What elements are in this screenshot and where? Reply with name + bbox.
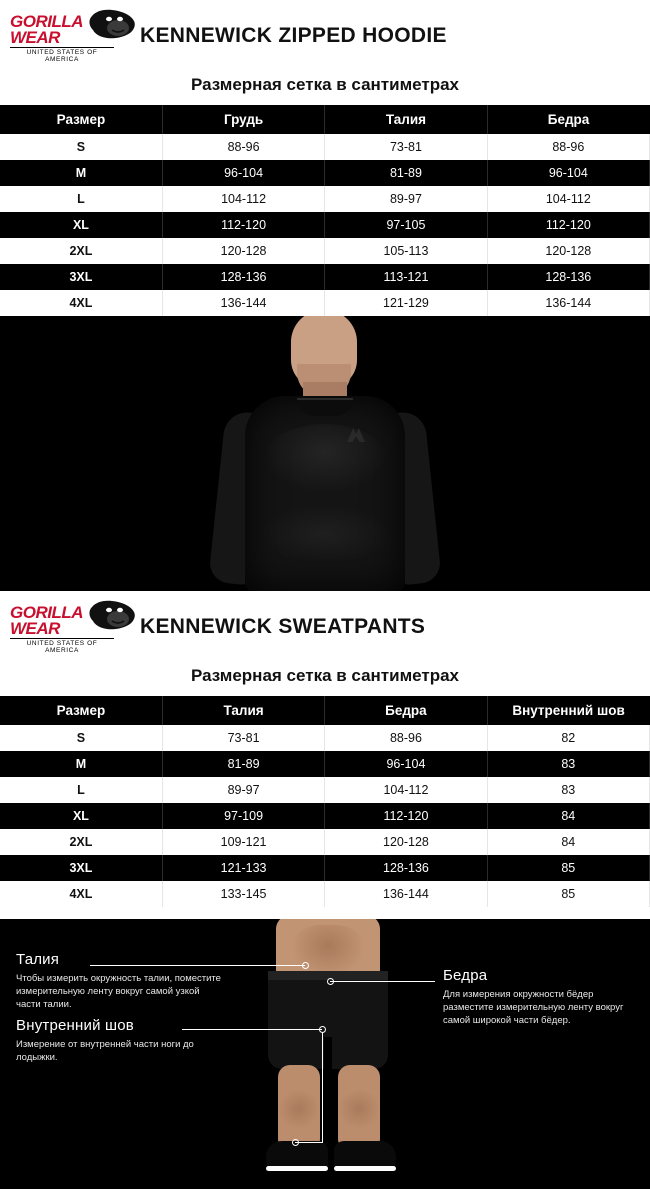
table-cell: 81-89 [325, 160, 487, 186]
table-cell: 89-97 [162, 777, 324, 803]
table-cell: 83 [487, 751, 649, 777]
table-cell: 85 [487, 855, 649, 881]
model-waist-shading [261, 504, 389, 564]
spacer [0, 907, 650, 919]
table-header-cell: Бедра [487, 105, 649, 134]
table-cell: 121-133 [162, 855, 324, 881]
table-cell: 109-121 [162, 829, 324, 855]
table-cell: 105-113 [325, 238, 487, 264]
brand-logo-wordmark [10, 599, 118, 637]
table-cell: 120-128 [325, 829, 487, 855]
table-header-cell: Талия [325, 105, 487, 134]
annotation-title: Бедра [443, 967, 488, 984]
table-cell: 81-89 [162, 751, 324, 777]
model-knee-left [278, 1089, 320, 1129]
table-cell-size: 3XL [0, 264, 162, 290]
table-row [0, 186, 650, 212]
brand-logo [10, 599, 118, 654]
brand-tagline: UNITED STATES OF AMERICA [10, 47, 114, 63]
hoodie-section-header [0, 0, 650, 69]
leader-line-hips [330, 981, 435, 982]
table-row [0, 881, 650, 907]
table-cell: 89-97 [325, 186, 487, 212]
size-table-hoodie [0, 105, 650, 316]
measure-point-inseam-top [319, 1026, 326, 1033]
leader-line-inseam-bottom [295, 1142, 323, 1143]
brand-name-line1: GORILLA [10, 603, 83, 622]
measure-point-waist [302, 962, 309, 969]
leader-line-waist [90, 965, 305, 966]
model-lower-body-image [230, 919, 430, 1189]
model-knee-right [338, 1089, 380, 1129]
table-cell-size: S [0, 134, 162, 160]
table-cell: 88-96 [162, 134, 324, 160]
brand-tagline: UNITED STATES OF AMERICA [10, 638, 114, 654]
table-cell: 128-136 [162, 264, 324, 290]
table-cell: 113-121 [325, 264, 487, 290]
table-cell-size: 2XL [0, 238, 162, 264]
table-cell: 97-109 [162, 803, 324, 829]
table-cell-size: L [0, 186, 162, 212]
table-cell-size: 4XL [0, 881, 162, 907]
table-cell-size: XL [0, 803, 162, 829]
table-row [0, 855, 650, 881]
model-torso-image [205, 316, 445, 591]
table-row [0, 264, 650, 290]
table-cell: 96-104 [325, 751, 487, 777]
table-cell-size: M [0, 160, 162, 186]
annotation-title: Талия [16, 951, 60, 968]
size-table-sweatpants [0, 696, 650, 907]
table-row [0, 725, 650, 751]
table-cell: 128-136 [325, 855, 487, 881]
table-cell: 121-129 [325, 290, 487, 316]
measure-point-inseam-bottom [292, 1139, 299, 1146]
table-cell: 96-104 [162, 160, 324, 186]
gorilla-head-icon [85, 599, 137, 636]
table-cell: 136-144 [162, 290, 324, 316]
table-cell: 88-96 [325, 725, 487, 751]
brand-name-line2: WEAR [10, 28, 60, 47]
table-header-row [0, 696, 650, 725]
table-cell: 104-112 [325, 777, 487, 803]
table-row [0, 777, 650, 803]
annotation-inseam [16, 1017, 206, 1064]
hoodie-measurement-illustration [0, 316, 650, 591]
table-row [0, 803, 650, 829]
gorilla-head-icon [85, 8, 137, 45]
table-cell: 73-81 [162, 725, 324, 751]
table-row [0, 829, 650, 855]
page-title-hoodie: KENNEWICK ZIPPED HOODIE [140, 23, 447, 47]
table-cell-size: 3XL [0, 855, 162, 881]
table-header-cell: Грудь [162, 105, 324, 134]
table-header-cell: Размер [0, 696, 162, 725]
brand-logo-wordmark [10, 8, 118, 46]
model-sole-right [334, 1166, 396, 1171]
table-cell: 120-128 [487, 238, 649, 264]
sweatpants-measurement-illustration [0, 919, 650, 1189]
table-header-cell: Размер [0, 105, 162, 134]
table-header-cell: Внутренний шов [487, 696, 649, 725]
table-cell-size: M [0, 751, 162, 777]
table-cell: 88-96 [487, 134, 649, 160]
table-cell: 128-136 [487, 264, 649, 290]
measure-point-hips [327, 978, 334, 985]
model-sole-left [266, 1166, 328, 1171]
annotation-waist [16, 951, 221, 1011]
brand-logo [10, 8, 118, 63]
leader-line-inseam [182, 1029, 322, 1030]
leader-line-inseam-vertical [322, 1032, 323, 1142]
annotation-body: Для измерения окружности бёдер разместите измерительную ленту вокруг самой широкой части бёдер. [443, 989, 624, 1026]
sweatpants-section-header [0, 591, 650, 660]
table-row [0, 160, 650, 186]
table-row [0, 290, 650, 316]
table-header-cell: Бедра [325, 696, 487, 725]
table-row [0, 134, 650, 160]
table-row [0, 751, 650, 777]
table-cell: 120-128 [162, 238, 324, 264]
table-cell-size: S [0, 725, 162, 751]
brand-name-line1: GORILLA [10, 12, 83, 31]
annotation-body: Измерение от внутренней части ноги до лодыжки. [16, 1039, 194, 1063]
brand-name-line2: WEAR [10, 619, 60, 638]
table-cell: 133-145 [162, 881, 324, 907]
table-cell: 84 [487, 829, 649, 855]
table-cell: 136-144 [487, 290, 649, 316]
page-title-sweatpants: KENNEWICK SWEATPANTS [140, 614, 426, 638]
annotation-title: Внутренний шов [16, 1017, 134, 1034]
table-cell: 96-104 [487, 160, 649, 186]
table-cell: 104-112 [162, 186, 324, 212]
table-cell: 73-81 [325, 134, 487, 160]
annotation-body: Чтобы измерить окружность талии, поместите измерительную ленту вокруг самой узкой части талии. [16, 973, 221, 1010]
table-cell: 85 [487, 881, 649, 907]
model-abs-shading [292, 925, 364, 977]
table-row [0, 238, 650, 264]
table-cell-size: XL [0, 212, 162, 238]
table-header-cell: Талия [162, 696, 324, 725]
table-header-row [0, 105, 650, 134]
table-cell: 83 [487, 777, 649, 803]
table-row [0, 212, 650, 238]
table-cell-size: 2XL [0, 829, 162, 855]
table-cell: 112-120 [325, 803, 487, 829]
table-cell-size: L [0, 777, 162, 803]
table-cell: 104-112 [487, 186, 649, 212]
table-cell: 82 [487, 725, 649, 751]
table-cell: 136-144 [325, 881, 487, 907]
table-subtitle-sweatpants: Размерная сетка в сантиметрах [0, 660, 650, 696]
annotation-hips [443, 967, 639, 1027]
table-cell-size: 4XL [0, 290, 162, 316]
model-leg-gap [324, 1037, 332, 1071]
table-subtitle-hoodie: Размерная сетка в сантиметрах [0, 69, 650, 105]
table-cell: 112-120 [162, 212, 324, 238]
model-chest-shading [263, 424, 387, 494]
table-cell: 112-120 [487, 212, 649, 238]
table-cell: 97-105 [325, 212, 487, 238]
table-cell: 84 [487, 803, 649, 829]
